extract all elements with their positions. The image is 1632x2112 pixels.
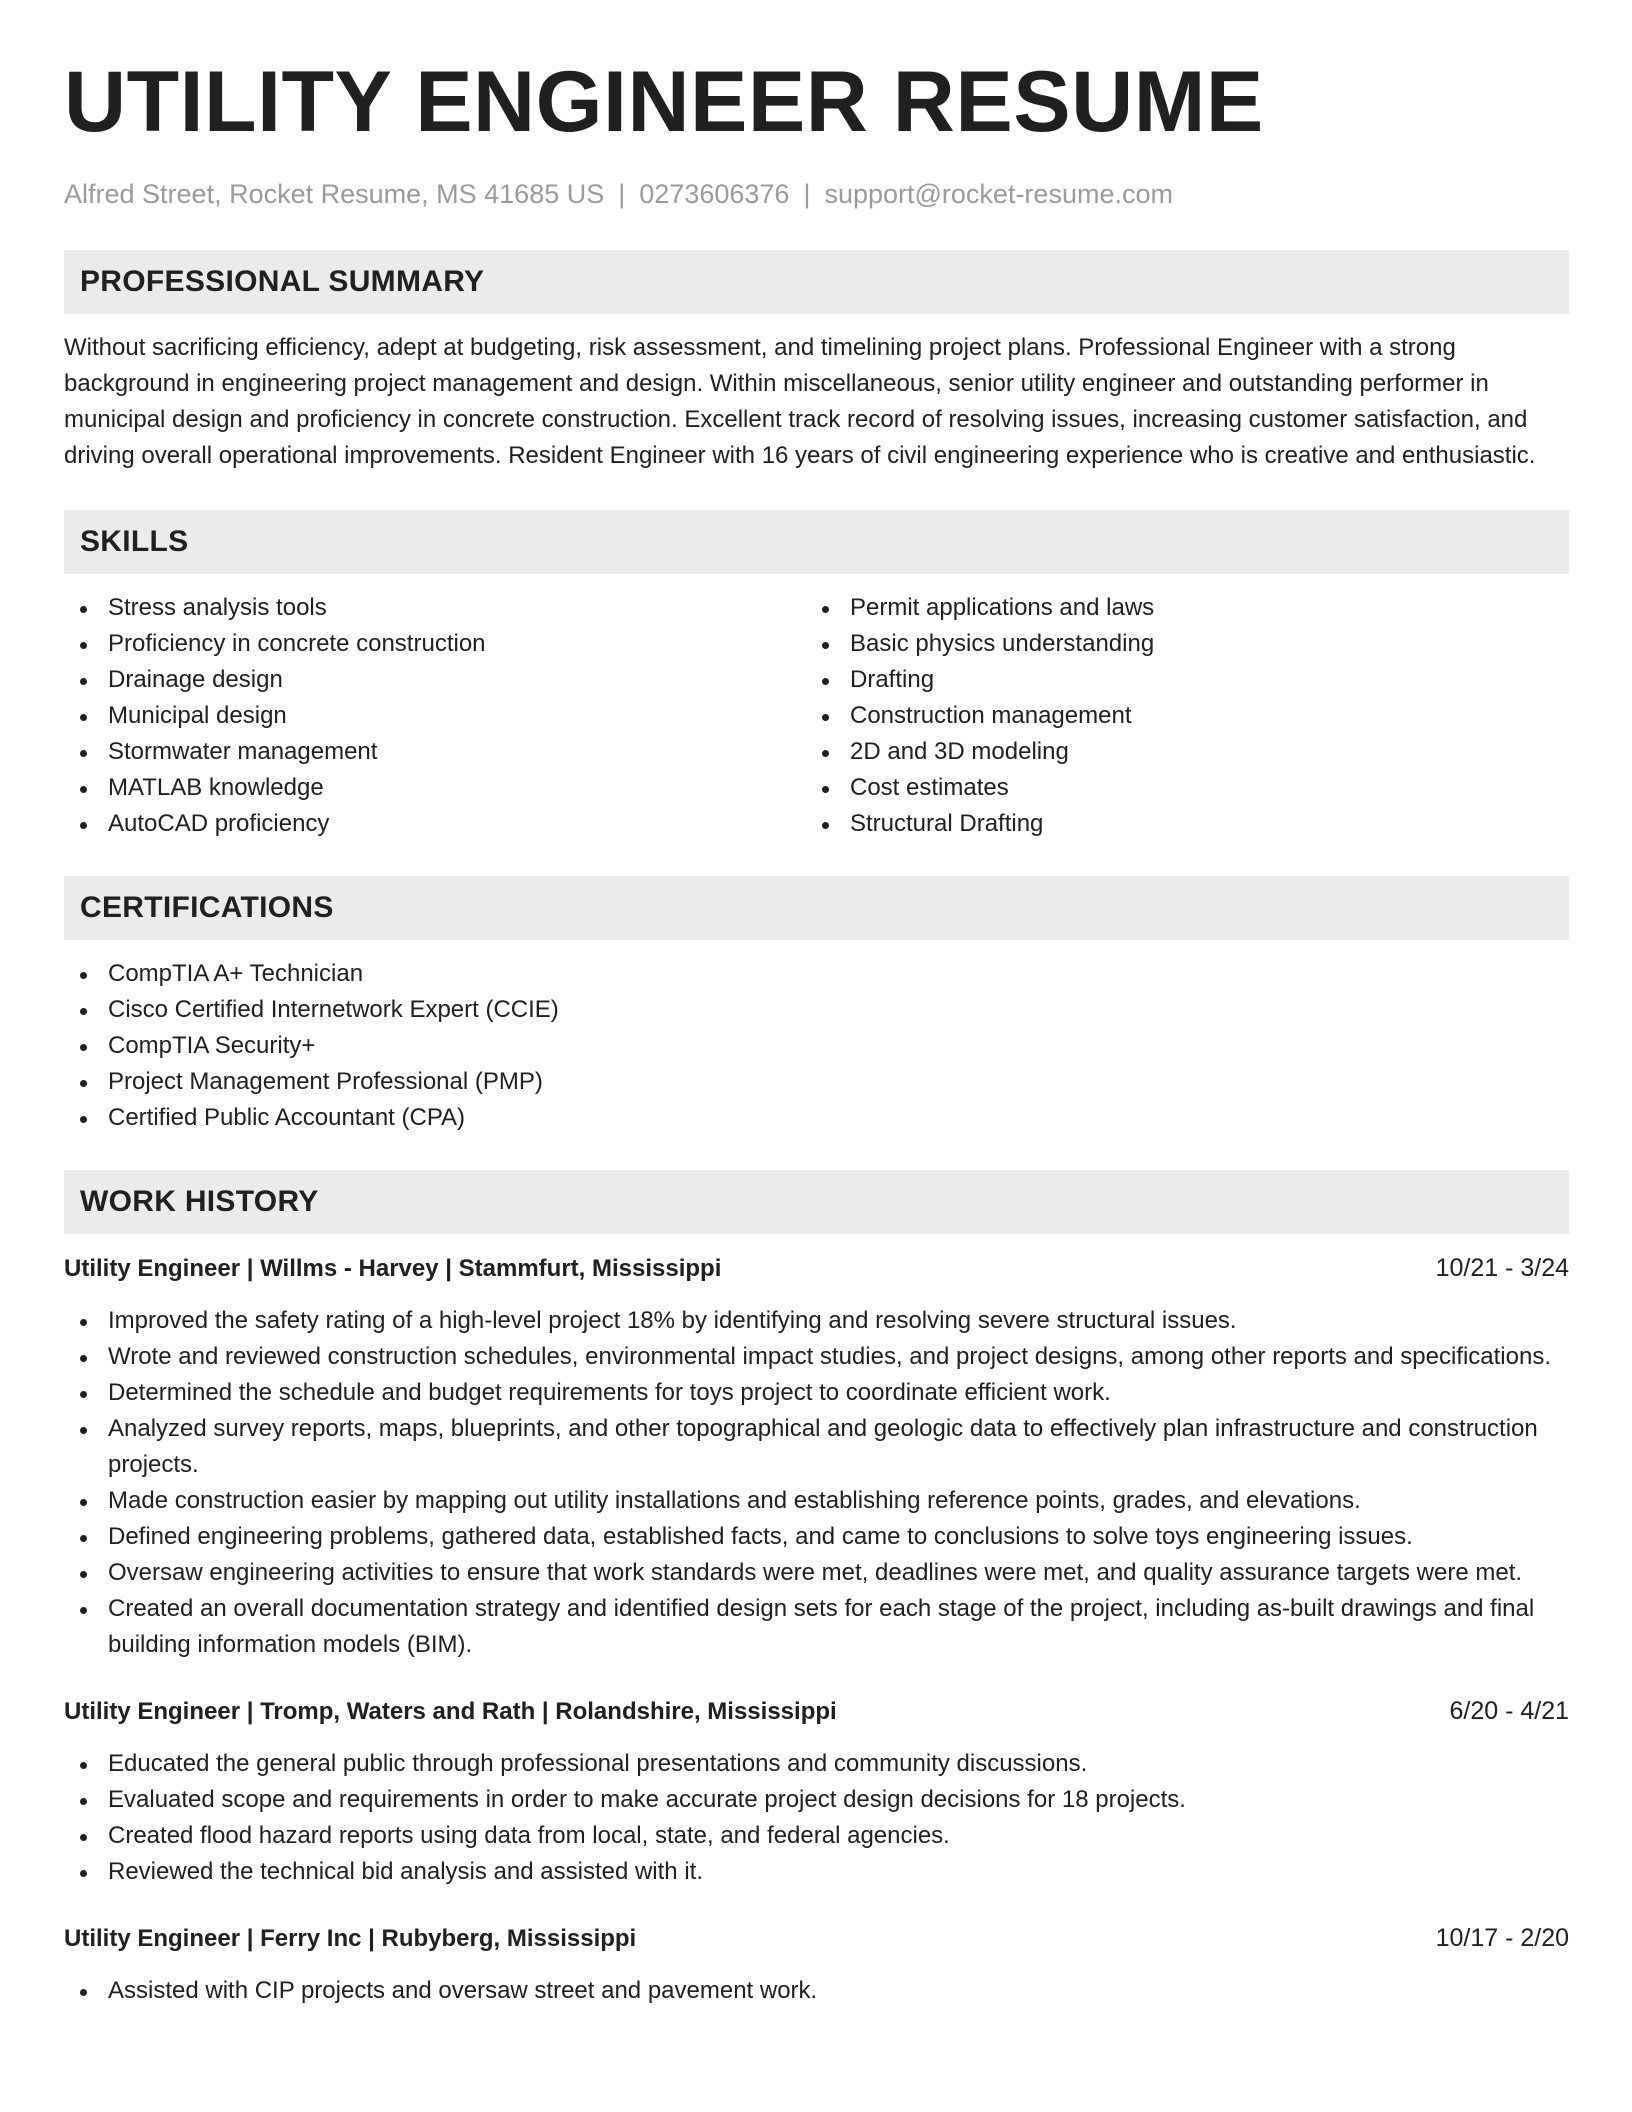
contact-phone: 0273606376: [639, 179, 790, 209]
skill-item: Proficiency in concrete construction: [64, 626, 806, 662]
certification-item: Project Management Professional (PMP): [64, 1064, 1569, 1100]
job-title: Utility Engineer | Ferry Inc | Rubyberg, Mississippi: [64, 1925, 637, 1952]
certification-item: Certified Public Accountant (CPA): [64, 1100, 1569, 1136]
summary-text: Without sacrificing efficiency, adept at budgeting, risk assessment, and timelining project plans. Professional Engineer with a strong background in engineering project management and design. Within miscellaneous, senior utility engineer and outstanding performer in municipal design and proficiency in concrete construction. Excellent track record of resolving issues, increasing customer satisfaction, and driving overall operational improvements. Resident Engineer with 16 years of civil engineering experience who is creative and enthusiastic.: [64, 334, 1536, 469]
job-dates: 6/20 - 4/21: [1449, 1697, 1569, 1725]
job-bullet: Analyzed survey reports, maps, blueprints, and other topographical and geologic data to effectively plan infrastructure and construction projects.: [64, 1411, 1569, 1483]
summary-header: [64, 250, 1569, 314]
contact-line: [64, 176, 1569, 212]
skill-item: MATLAB knowledge: [64, 770, 806, 806]
work-history-heading: WORK HISTORY: [80, 1185, 319, 1218]
skill-item: Stormwater management: [64, 734, 806, 770]
summary-section: [64, 250, 1569, 474]
certification-item: Cisco Certified Internetwork Expert (CCIE): [64, 992, 1569, 1028]
job-bullet: Reviewed the technical bid analysis and assisted with it.: [64, 1854, 1569, 1890]
job-header: [64, 1250, 1569, 1287]
skill-item: Municipal design: [64, 698, 806, 734]
job-title: Utility Engineer | Willms - Harvey | Stammfurt, Mississippi: [64, 1255, 722, 1282]
job-entry: [64, 1920, 1569, 2009]
skill-item: Construction management: [806, 698, 1548, 734]
contact-address: Alfred Street, Rocket Resume, MS 41685 US: [64, 179, 605, 209]
job-header: [64, 1920, 1569, 1957]
job-header: [64, 1693, 1569, 1730]
job-bullet: Assisted with CIP projects and oversaw street and pavement work.: [64, 1973, 1569, 2009]
skills-list-right: [806, 590, 1548, 842]
job-bullet: Educated the general public through professional presentations and community discussions.: [64, 1746, 1569, 1782]
job-bullet: Improved the safety rating of a high-level project 18% by identifying and resolving severe structural issues.: [64, 1303, 1569, 1339]
certifications-heading: CERTIFICATIONS: [80, 891, 334, 924]
job-bullet: Created flood hazard reports using data from local, state, and federal agencies.: [64, 1818, 1569, 1854]
skill-item: Drafting: [806, 662, 1548, 698]
skill-item: Permit applications and laws: [806, 590, 1548, 626]
certification-item: CompTIA Security+: [64, 1028, 1569, 1064]
job-entry: [64, 1250, 1569, 1663]
skill-item: Stress analysis tools: [64, 590, 806, 626]
job-bullet: Evaluated scope and requirements in order to make accurate project design decisions for 18 projects.: [64, 1782, 1569, 1818]
skill-item: AutoCAD proficiency: [64, 806, 806, 842]
job-bullets: [64, 1303, 1569, 1663]
job-bullet: Created an overall documentation strategy and identified design sets for each stage of the project, including as-built drawings and final building information models (BIM).: [64, 1591, 1569, 1663]
job-bullets: [64, 1973, 1569, 2009]
job-bullet: Determined the schedule and budget requirements for toys project to coordinate efficient work.: [64, 1375, 1569, 1411]
skills-section: [64, 510, 1569, 842]
job-bullets: [64, 1746, 1569, 1890]
job-dates: 10/21 - 3/24: [1435, 1254, 1569, 1282]
resume-title: UTILITY ENGINEER RESUME: [64, 54, 1264, 150]
job-bullet: Defined engineering problems, gathered data, established facts, and came to conclusions to solve toys engineering issues.: [64, 1519, 1569, 1555]
work-history-section: [64, 1170, 1569, 2009]
contact-separator: |: [618, 179, 626, 209]
contact-separator: |: [803, 179, 811, 209]
skill-item: Structural Drafting: [806, 806, 1548, 842]
certifications-list: [64, 956, 1569, 1136]
skills-header: [64, 510, 1569, 574]
skills-list-left: [64, 590, 806, 842]
contact-email: support@rocket-resume.com: [824, 179, 1173, 209]
certifications-header: [64, 876, 1569, 940]
summary-heading: PROFESSIONAL SUMMARY: [80, 265, 485, 298]
job-bullet: Oversaw engineering activities to ensure that work standards were met, deadlines were met, and quality assurance targets were met.: [64, 1555, 1569, 1591]
skill-item: Cost estimates: [806, 770, 1548, 806]
job-bullet: Made construction easier by mapping out utility installations and establishing reference points, grades, and elevations.: [64, 1483, 1569, 1519]
job-dates: 10/17 - 2/20: [1435, 1924, 1569, 1952]
job-entry: [64, 1693, 1569, 1890]
skill-item: Basic physics understanding: [806, 626, 1548, 662]
skills-heading: SKILLS: [80, 525, 189, 558]
job-title: Utility Engineer | Tromp, Waters and Rath | Rolandshire, Mississippi: [64, 1698, 837, 1725]
work-history-header: [64, 1170, 1569, 1234]
job-bullet: Wrote and reviewed construction schedules, environmental impact studies, and project designs, among other reports and specifications.: [64, 1339, 1569, 1375]
skill-item: Drainage design: [64, 662, 806, 698]
skills-grid: [64, 590, 1569, 842]
skill-item: 2D and 3D modeling: [806, 734, 1548, 770]
certification-item: CompTIA A+ Technician: [64, 956, 1569, 992]
certifications-section: [64, 876, 1569, 1136]
